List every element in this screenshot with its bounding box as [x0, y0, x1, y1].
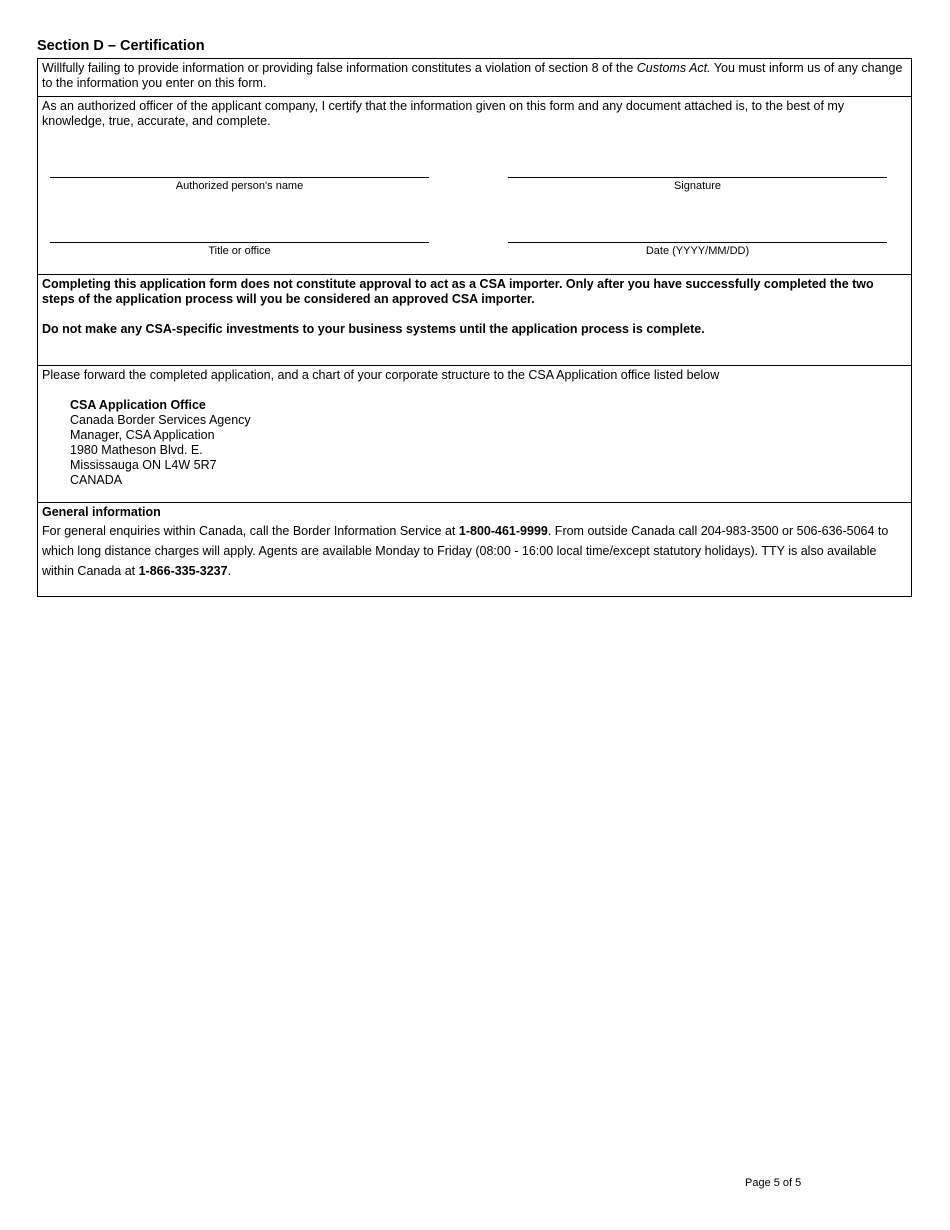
address-line: Mississauga ON L4W 5R7 — [70, 458, 217, 472]
address-line: CANADA — [70, 473, 123, 487]
certify-text: As an authorized officer of the applicant company, I certify that the information given on this form and any document attached is, to the best of my knowledge, true, accurate, and complete. — [42, 99, 845, 128]
general-info-title: General information — [42, 505, 161, 519]
general-text-part: For general enquiries within Canada, call the Border Information Service at — [42, 524, 459, 538]
address-line: Manager, CSA Application — [70, 428, 215, 442]
certify-row — [38, 97, 911, 275]
notice-investment-text: Do not make any CSA-specific investments to your business systems until the application process is complete. — [42, 322, 705, 336]
address-heading: CSA Application Office — [70, 398, 206, 412]
section-title: Section D – Certification — [37, 38, 205, 54]
authorized-name-label: Authorized person's name — [175, 180, 304, 192]
authorized-name-field[interactable] — [50, 177, 429, 193]
title-field[interactable] — [50, 242, 429, 258]
address-line: Canada Border Services Agency — [70, 413, 251, 427]
tty-phone: 1-866-335-3237 — [138, 564, 228, 578]
warning-act-name: Customs Act. — [636, 61, 711, 75]
signature-label: Signature — [673, 180, 722, 192]
forward-row — [38, 366, 911, 503]
notice-approval-text: Completing this application form does not constitute approval to act as a CSA importer. Only after you have successfully completed the two steps of the application process will you be considered an approved CSA importer. — [42, 277, 874, 306]
mailing-address — [70, 398, 907, 488]
title-label: Title or office — [208, 245, 271, 257]
warning-text-before: Willfully failing to provide information or providing false information constitutes a violation of section 8 of the — [42, 61, 637, 75]
address-line: 1980 Matheson Blvd. E. — [70, 443, 203, 457]
general-info-row — [38, 503, 911, 596]
notice-row — [38, 275, 911, 366]
page-number: Page 5 of 5 — [745, 1177, 802, 1189]
certification-form — [37, 58, 912, 597]
warning-text-after: You must inform us of any change to the information you enter on this form. — [42, 61, 903, 90]
date-label: Date (YYYY/MM/DD) — [645, 245, 750, 257]
general-text-part: . From outside Canada call 204-983-3500 or 506-636-5064 to which long distance charges will apply. Agents are available Monday to Friday (08:00 - 16:00 local time/except statutory holidays). TTY is also available within Canada at — [42, 524, 889, 578]
signature-field[interactable] — [508, 177, 887, 193]
general-info-text — [42, 521, 907, 581]
date-field[interactable] — [508, 242, 887, 258]
general-text-part: . — [227, 564, 232, 578]
warning-row — [38, 59, 911, 97]
forward-intro: Please forward the completed application, and a chart of your corporate structure to the CSA Application office listed below — [42, 368, 720, 382]
border-info-phone: 1-800-461-9999 — [458, 524, 548, 538]
